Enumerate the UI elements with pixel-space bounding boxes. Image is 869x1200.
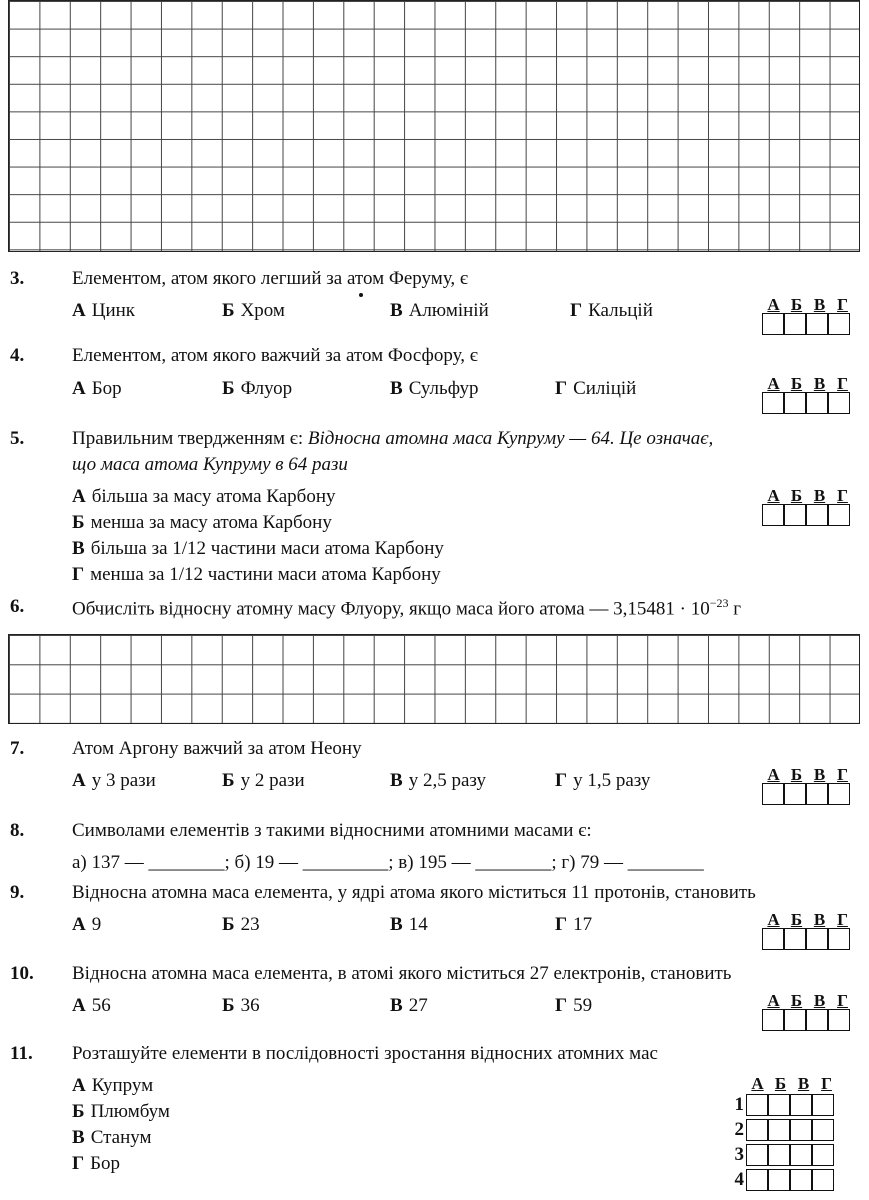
answer-grid-q6[interactable] (8, 634, 860, 724)
answer-box[interactable] (746, 1119, 768, 1141)
answer-box[interactable] (790, 1144, 812, 1166)
question-10-number: 10. (10, 963, 34, 984)
matrix-row-4: 4 (730, 1167, 838, 1192)
answer-box[interactable] (790, 1094, 812, 1116)
question-9-option-d: Г 17 (555, 914, 593, 935)
answer-box[interactable] (784, 783, 806, 805)
answer-box[interactable] (828, 504, 850, 526)
answer-box[interactable] (746, 1144, 768, 1166)
answer-box[interactable] (762, 928, 784, 950)
question-8-number: 8. (10, 820, 25, 841)
answer-box[interactable] (790, 1169, 812, 1191)
question-6-text: Обчисліть відносну атомну масу Флуору, якщо маса його атома — $3,15481 \cdot 10^{-23}$ г (72, 596, 742, 620)
question-5-text-line2: що маса атома Купруму в 64 рази (72, 454, 348, 475)
question-4-option-b: Б Флуор (222, 378, 293, 399)
question-7-option-d: Г у 1,5 разу (555, 770, 651, 791)
question-8-text: Символами елементів з такими відносними атомними масами є: (72, 820, 592, 841)
question-7-option-b: Б у 2 рази (222, 770, 305, 791)
question-10-option-a: А 56 (72, 995, 111, 1016)
question-5-answer-boxes[interactable]: А Б В Г (762, 487, 854, 526)
question-5-number: 5. (10, 428, 25, 449)
answer-box[interactable] (768, 1119, 790, 1141)
question-3-text: Елементом, атом якого легший за атом Феруму, є (72, 268, 469, 289)
answer-box[interactable] (790, 1119, 812, 1141)
answer-box[interactable] (784, 313, 806, 335)
question-10-answer-boxes[interactable]: А Б В Г (762, 992, 854, 1031)
answer-box[interactable] (762, 1009, 784, 1031)
answer-box[interactable] (828, 1009, 850, 1031)
question-11-option-b: Б Плюмбум (72, 1101, 170, 1122)
stray-dot (359, 293, 363, 297)
answer-box[interactable] (828, 392, 850, 414)
question-11-option-a: А Купрум (72, 1075, 154, 1096)
question-9-option-a: А 9 (72, 914, 102, 935)
question-4-text: Елементом, атом якого важчий за атом Фосфору, є (72, 345, 478, 366)
answer-box[interactable] (762, 783, 784, 805)
question-7-option-a: А у 3 рази (72, 770, 156, 791)
question-7-text: Атом Аргону важчий за атом Неону (72, 738, 362, 759)
answer-box[interactable] (812, 1119, 834, 1141)
answer-box[interactable] (806, 313, 828, 335)
question-9-option-b: Б 23 (222, 914, 260, 935)
answer-box[interactable] (812, 1169, 834, 1191)
answer-box[interactable] (762, 313, 784, 335)
question-8-fill-line[interactable]: а) 137 — ________; б) 19 — _________; в) 195 — ________; г) 79 — ________ (72, 852, 704, 873)
question-10-option-c: В 27 (390, 995, 428, 1016)
answer-box[interactable] (746, 1169, 768, 1191)
question-6-number: 6. (10, 596, 25, 617)
answer-grid-top[interactable] (8, 0, 860, 252)
matrix-row-1: 1 (730, 1092, 838, 1117)
answer-box[interactable] (812, 1144, 834, 1166)
question-4-answer-boxes[interactable]: А Б В Г (762, 375, 854, 414)
answer-box[interactable] (762, 504, 784, 526)
answer-box[interactable] (784, 928, 806, 950)
answer-box[interactable] (806, 928, 828, 950)
question-3-option-d: Г Кальцій (570, 300, 653, 321)
question-5-text-line1: Правильним твердженням є: Відносна атомна маса Купруму — 64. Це означає, (72, 428, 714, 449)
question-9-option-c: В 14 (390, 914, 428, 935)
question-5-option-a: А більша за масу атома Карбону (72, 486, 336, 507)
answer-box[interactable] (762, 392, 784, 414)
question-11-number: 11. (10, 1043, 33, 1064)
question-10-option-d: Г 59 (555, 995, 593, 1016)
question-9-text: Відносна атомна маса елемента, у ядрі атома якого міститься 11 протонів, становить (72, 882, 756, 903)
question-3-option-a: А Цинк (72, 300, 136, 321)
question-7-number: 7. (10, 738, 25, 759)
question-5-option-c: В більша за 1/12 частини маси атома Карбону (72, 538, 444, 559)
question-7-answer-boxes[interactable]: А Б В Г (762, 766, 854, 805)
question-3-answer-boxes[interactable]: А Б В Г (762, 296, 854, 335)
answer-box[interactable] (828, 313, 850, 335)
question-5-option-d: Г менша за 1/12 частини маси атома Карбону (72, 564, 441, 585)
answer-box[interactable] (812, 1094, 834, 1116)
question-11-text: Розташуйте елементи в послідовності зростання відносних атомних мас (72, 1043, 658, 1064)
question-4-option-a: А Бор (72, 378, 122, 399)
answer-box[interactable] (768, 1144, 790, 1166)
question-3-number: 3. (10, 268, 25, 289)
question-5-option-b: Б менша за масу атома Карбону (72, 512, 332, 533)
question-10-option-b: Б 36 (222, 995, 260, 1016)
question-11-option-d: Г Бор (72, 1153, 121, 1174)
answer-box[interactable] (784, 392, 806, 414)
answer-box[interactable] (806, 1009, 828, 1031)
question-11-answer-matrix[interactable]: А Б В Г 1 2 3 4 (730, 1075, 838, 1192)
answer-box[interactable] (768, 1094, 790, 1116)
question-4-option-c: В Сульфур (390, 378, 479, 399)
question-4-option-d: Г Силіцій (555, 378, 637, 399)
question-7-option-c: В у 2,5 разу (390, 770, 486, 791)
question-3-option-c: В Алюміній (390, 300, 489, 321)
answer-box[interactable] (784, 1009, 806, 1031)
answer-box[interactable] (746, 1094, 768, 1116)
matrix-row-2: 2 (730, 1117, 838, 1142)
question-9-answer-boxes[interactable]: А Б В Г (762, 911, 854, 950)
answer-box[interactable] (768, 1169, 790, 1191)
answer-box[interactable] (806, 392, 828, 414)
question-9-number: 9. (10, 882, 25, 903)
answer-box[interactable] (784, 504, 806, 526)
question-4-number: 4. (10, 345, 25, 366)
matrix-row-3: 3 (730, 1142, 838, 1167)
answer-box[interactable] (806, 783, 828, 805)
answer-box[interactable] (828, 783, 850, 805)
question-10-text: Відносна атомна маса елемента, в атомі якого міститься 27 електронів, становить (72, 963, 732, 984)
answer-box[interactable] (806, 504, 828, 526)
question-11-option-c: В Станум (72, 1127, 152, 1148)
answer-box[interactable] (828, 928, 850, 950)
question-3-option-b: Б Хром (222, 300, 285, 321)
